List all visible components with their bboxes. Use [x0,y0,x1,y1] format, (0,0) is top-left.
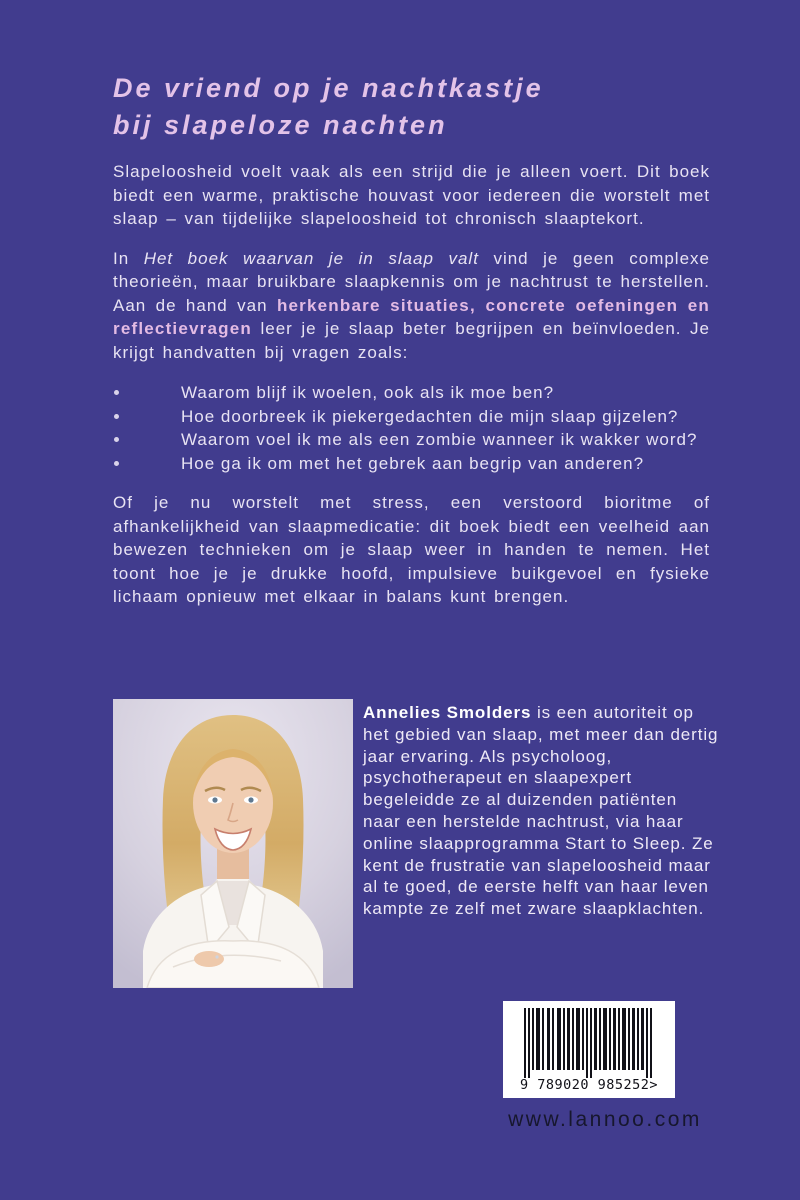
left-iris [212,797,217,802]
author-bio-text: is een autoriteit op het gebied van slaap, met meer dan dertig jaar ervaring. Als psycholoog, psychotherapeut en slaapexpert begeleidde ze al duizenden patiënten naar een herstelde nachtrust, via haar online slaapprogramma Start to Sleep. Ze kent de frustratie van slapeloosheid maar al te goed, de eerste helft van haar leven kampte ze zelf met zware slaapklachten. [363,703,719,919]
question-item [113,405,710,429]
question-item [113,452,710,476]
question-item [113,428,710,452]
bullet-icon [114,437,119,442]
p2-prefix: In [113,248,144,268]
author-bio [363,699,720,988]
barcode [503,1001,675,1098]
cover-headline [113,70,710,144]
author-name: Annelies Smolders [363,703,532,722]
bullet-icon [114,414,119,419]
isbn-number: 9 789020 985252 [519,1077,650,1093]
ring [215,955,218,958]
bullet-icon [114,390,119,395]
author-photo [113,699,353,988]
author-section [113,699,720,988]
bullet-icon [114,461,119,466]
question-text: Waarom blijf ik woelen, ook als ik moe ben? [181,383,555,402]
hand [194,951,224,967]
question-text: Hoe doorbreek ik piekergedachten die mijn slaap gijzelen? [181,406,679,426]
question-text: Hoe ga ik om met het gebrek aan begrip van anderen? [181,453,645,473]
right-iris [248,797,253,802]
closing-paragraph: Of je nu worstelt met stress, een verstoord bioritme of afhankelijkheid van slaapmedicatie: dit boek biedt een veelheid aan bewezen technieken om je slaap weer in handen te nemen. Het toont hoe je je drukke hoofd, impulsieve buikgevoel en fysieke lichaam opnieuw met elkaar in balans kunt brengen. [113,493,710,606]
book-description-paragraph [113,247,710,365]
question-item [113,381,710,405]
question-text: Waarom voel ik me als een zombie wanneer ik wakker word? [181,430,698,449]
question-list [113,381,710,475]
barcode-digits [503,1077,675,1093]
headline-line-2: bij slapeloze nachten [113,110,448,140]
p2-suffix: leer je je slaap beter begrijpen en beïnvloeden. Je krijgt handvatten bij vragen zoals: [113,319,710,362]
barcode-arrow: > [649,1077,659,1093]
headline-line-1: De vriend op je nachtkastje [113,73,544,103]
book-title-italic: Het boek waarvan je in slaap valt [143,248,479,268]
p2-middle: vind je geen complexe theorieën, maar bruikbare slaapkennis om je nachtrust te herstellen. Aan de hand van [113,248,710,315]
p2-bold-highlight: herkenbare situaties, concrete oefeningen en reflectievragen [113,295,711,338]
publisher-website: www.lannoo.com [508,1108,702,1131]
barcode-bars [514,1008,664,1080]
intro-paragraph: Slapeloosheid voelt vaak als een strijd die je alleen voert. Dit boek biedt een warme, praktische houvast voor iedereen die worstelt met slaap – van tijdelijke slapeloosheid tot chronisch slaaptekort. [113,162,710,228]
cover-text-column [113,70,710,609]
